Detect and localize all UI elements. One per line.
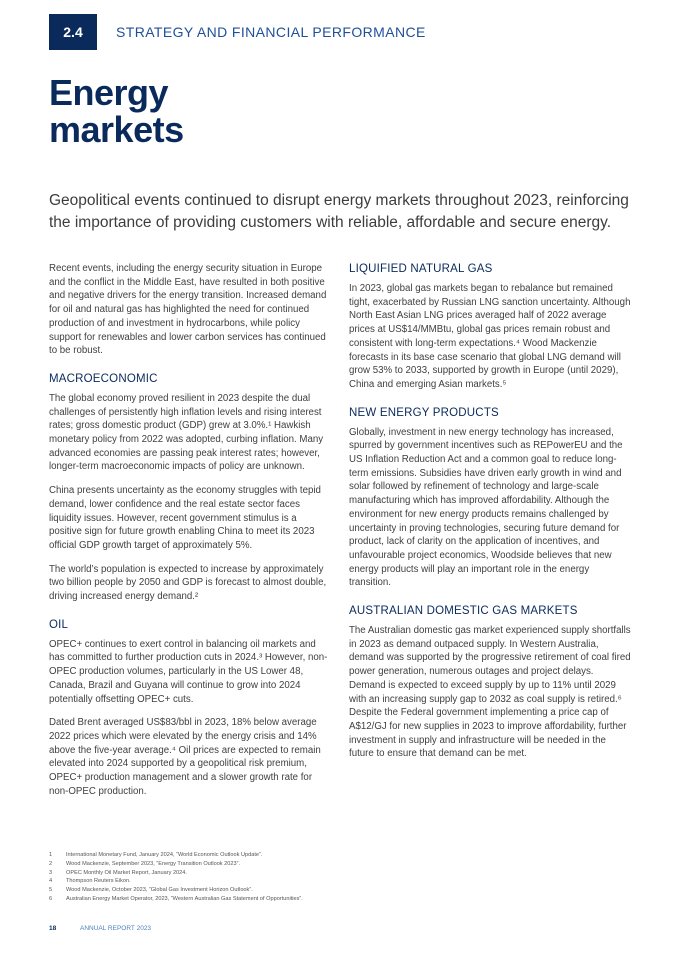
oil-heading: OIL xyxy=(49,618,69,631)
footnote-text: Wood Mackenzie, October 2023, “Global Gas Investment Horizon Outlook”. xyxy=(66,887,253,894)
footnote-number: 4 xyxy=(49,878,53,885)
report-name: ANNUAL REPORT 2023 xyxy=(80,925,152,932)
footnote xyxy=(49,860,609,869)
page-number: 18 xyxy=(49,925,57,932)
footnote xyxy=(49,869,609,878)
footnote xyxy=(49,886,609,895)
footnote-number: 2 xyxy=(49,860,53,867)
footnote-number: 6 xyxy=(49,895,53,902)
footnote xyxy=(49,851,609,860)
section-title: STRATEGY AND FINANCIAL PERFORMANCE xyxy=(116,24,426,40)
footnote xyxy=(49,877,609,886)
page-title xyxy=(49,74,184,148)
footnote xyxy=(49,895,609,904)
left-column xyxy=(49,262,331,809)
new-energy-heading: NEW ENERGY PRODUCTS xyxy=(349,406,499,419)
page-footer xyxy=(49,925,151,932)
macroeconomic-paragraph-3: The world’s population is expected to increase by approximately two billion people by 2050 and GDP is forecast to almost double, driving increased energy demand.² xyxy=(49,563,327,603)
domestic-gas-paragraph: The Australian domestic gas market experienced supply shortfalls in 2023 as demand outpaced supply. In Western Australia, demand was supported by the progressive retirement of coal fired power generation, numerous outages and project delays. Demand is expected to exceed supply by up to 11% until 2029 with an increasing supply gap to 2032 as coal supply is retired.⁶ Despite the Federal government implementing a price cap of A$12/GJ for new supplies in 2023 to improve affordability, further investment in supply and infrastructure will be needed in the future to ensure that demand can be met. xyxy=(349,625,631,760)
footnote-text: OPEC Monthly Oil Market Report, January 2024. xyxy=(66,869,187,876)
intro-paragraph: Recent events, including the energy security situation in Europe and the conflict in the Middle East, have resulted in both positive and negative drivers for the energy transition. Increased demand for oil and natural gas has highlighted the need for continued production of and investment in hydrocarbons, while policy support for renewables and lower carbon services has continued to be robust. xyxy=(49,263,327,357)
footnote-text: International Monetary Fund, January 2024, “World Economic Outlook Update”. xyxy=(66,852,263,858)
page-title-line-1: Energy xyxy=(49,72,169,113)
oil-paragraph-1: OPEC+ continues to exert control in balancing oil markets and has committed to further production cuts in 2024.³ However, non-OPEC production volumes, particularly in the US Lower 48, Canada, Brazil and Guyana will continue to grow into 2024 potentially offsetting OPEC+ cuts. xyxy=(49,638,328,705)
macroeconomic-paragraph-2: China presents uncertainty as the economy struggles with tepid demand, lower confidence and the real estate sector faces liquidity issues. However, recent government stimulus is a positive sign for future growth enabling China to meet its 2023 official GDP growth target of approximately 5%. xyxy=(49,485,321,551)
footnote-text: Wood Mackenzie, September 2023, “Energy Transition Outlook 2023”. xyxy=(66,860,241,867)
footnote-text: Australian Energy Market Operator, 2023, “Western Australian Gas Statement of Opportunities”. xyxy=(66,895,303,902)
oil-paragraph-2: Dated Brent averaged US$83/bbl in 2023, 18% below average 2022 prices which were elevated by the energy crisis and 14% above the five-year average.⁴ Oil prices are expected to remain elevated into 2024 supported by a geopolitical risk premium, OPEC+ production management and a slower growth rate for non-OPEC production. xyxy=(49,717,321,797)
page-title-line-2: markets xyxy=(49,109,184,150)
lead-paragraph: Geopolitical events continued to disrupt energy markets throughout 2023, reinforcing the importance of providing customers with reliable, affordable and secure energy. xyxy=(49,192,629,231)
footnotes xyxy=(49,851,609,904)
right-column xyxy=(349,262,631,771)
new-energy-paragraph: Globally, investment in new energy technology has increased, spurred by government incentives such as REPowerEU and the US Inflation Reduction Act and a common goal to reduce long-term emissions. Subsidies have driven early growth in wind and solar followed by refinement of technology and large-scale manufacturing which has improved affordability. Although the environment for new energy products remains challenged by uncertainty in proving technologies, securing future demand for product, lack of clarity on the application of incentives, and unfavourable project economics, Woodside believes that new energy products will play an important role in the energy transition. xyxy=(349,426,623,589)
lng-heading: LIQUIFIED NATURAL GAS xyxy=(349,263,493,275)
footnote-number: 5 xyxy=(49,887,53,894)
section-number-badge: 2.4 xyxy=(49,14,97,50)
macroeconomic-paragraph-1: The global economy proved resilient in 2023 despite the dual challenges of persistently high inflation levels and rising interest rates; gross domestic product (GDP) grew at 3.0%.¹ Hawkish monetary policy from 2022 was adopted, curbing inflation. Many advanced economies are passing peak interest rates; however, longer-term macroeconomic impacts of policy are unknown. xyxy=(49,392,324,473)
macroeconomic-heading: MACROECONOMIC xyxy=(49,372,158,385)
footnote-number: 1 xyxy=(49,852,53,858)
footnote-number: 3 xyxy=(49,869,53,876)
footnote-text: Thompson Reuters Eikon. xyxy=(66,878,131,885)
lng-paragraph: In 2023, global gas markets began to rebalance but remained tight, exacerbated by Russian LNG sanction uncertainty. Although North East Asian LNG prices averaged half of 2022 average prices at US$14/MMBtu, global gas prices remain robust and consistent with long-term expectations.⁴ Wood Mackenzie forecasts in its base case scenario that global LNG demand will grow 53% to 2033, supported by growth in Europe (until 2029), China and emerging Asian markets.⁵ xyxy=(349,283,631,390)
domestic-gas-heading: AUSTRALIAN DOMESTIC GAS MARKETS xyxy=(349,605,578,618)
